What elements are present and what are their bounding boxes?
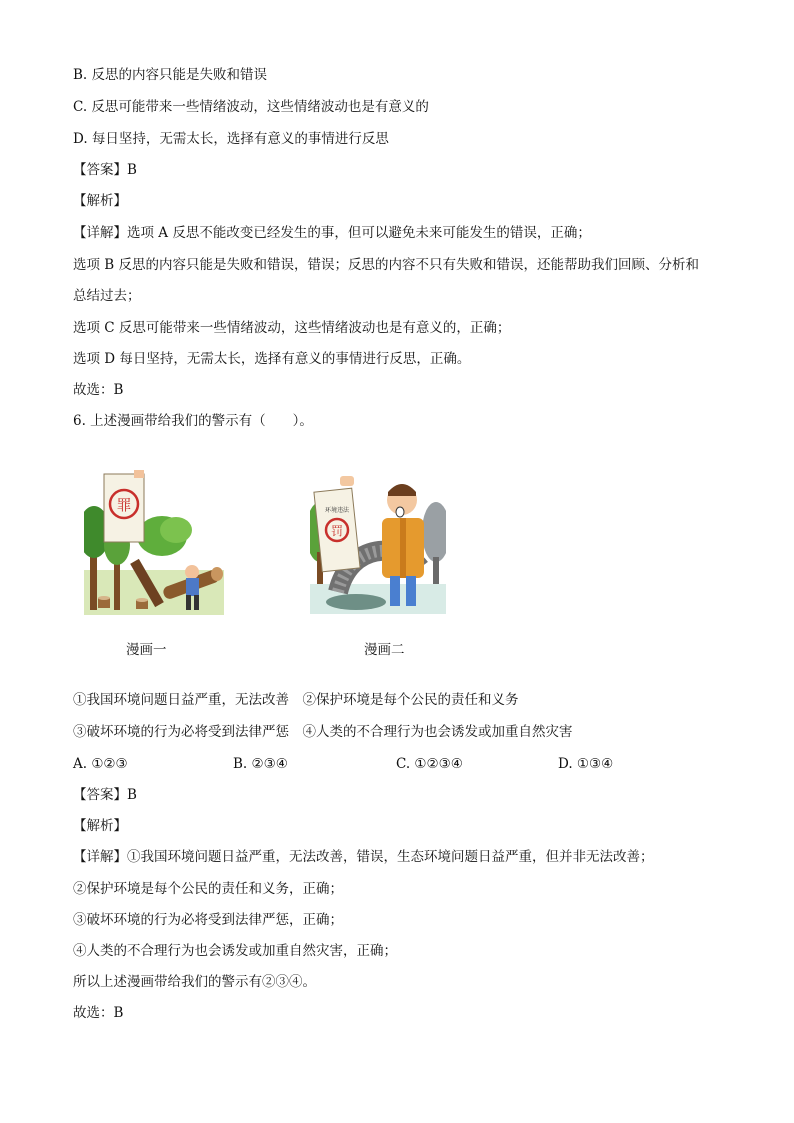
detail-line: 【详解】选项 A 反思不能改变已经发生的事，但可以避免未来可能发生的错误，正确；: [73, 225, 591, 241]
detail-line: 选项 C 反思可能带来一些情绪波动，这些情绪波动也是有意义的，正确；: [73, 320, 511, 336]
analysis-label: 【解析】: [73, 193, 127, 209]
conclusion-line: 故选：B: [73, 1005, 124, 1021]
detail-line: 选项 D 每日坚持，无需太长，选择有意义的事情进行反思，正确。: [73, 351, 471, 367]
choice-c: C. ①②③④: [396, 756, 463, 772]
statement-line: ③破坏环境的行为必将受到法律严惩 ④人类的不合理行为也会诱发或加重自然灾害: [73, 724, 573, 740]
conclusion-line: 故选：B: [73, 382, 124, 398]
detail-line: ④人类的不合理行为也会诱发或加重自然灾害，正确；: [73, 943, 397, 959]
statement-line: ①我国环境问题日益严重，无法改善 ②保护环境是每个公民的责任和义务: [73, 692, 519, 708]
detail-line: ②保护环境是每个公民的责任和义务，正确；: [73, 881, 343, 897]
choice-b: B. ②③④: [233, 756, 288, 772]
answer-label: 【答案】B: [73, 787, 137, 803]
choice-a: A. ①②③: [73, 756, 128, 772]
analysis-label: 【解析】: [73, 818, 127, 834]
cartoon-two-sign-text: 罚: [330, 524, 344, 538]
cartoon-two-caption: 漫画二: [364, 642, 405, 658]
detail-line: ③破坏环境的行为必将受到法律严惩，正确；: [73, 912, 343, 928]
cartoon-two-scroll-text: 环境违法: [324, 507, 350, 514]
question-6-stem: 6. 上述漫画带给我们的警示有（ ）。: [73, 413, 313, 429]
option-d-text: D. 每日坚持，无需太长，选择有意义的事情进行反思: [73, 131, 389, 147]
cartoon-one-caption: 漫画一: [126, 642, 167, 658]
detail-line: 所以上述漫画带给我们的警示有②③④。: [73, 974, 316, 990]
answer-label: 【答案】B: [73, 162, 137, 178]
cartoon-two-image: [310, 472, 446, 614]
choice-d: D. ①③④: [558, 756, 614, 772]
option-b-text: B. 反思的内容只能是失败和错误: [73, 67, 268, 83]
cartoon-one-sign-text: 罪: [116, 496, 132, 514]
detail-line: 【详解】①我国环境问题日益严重，无法改善，错误，生态环境问题日益严重，但并非无法改善；: [73, 849, 654, 865]
cartoon-one-image: [84, 470, 224, 615]
option-c-text: C. 反思可能带来一些情绪波动，这些情绪波动也是有意义的: [73, 99, 429, 115]
detail-line: 总结过去；: [73, 288, 141, 304]
detail-line: 选项 B 反思的内容只能是失败和错误，错误；反思的内容不只有失败和错误，还能帮助我们回顾、分析和: [73, 257, 700, 273]
